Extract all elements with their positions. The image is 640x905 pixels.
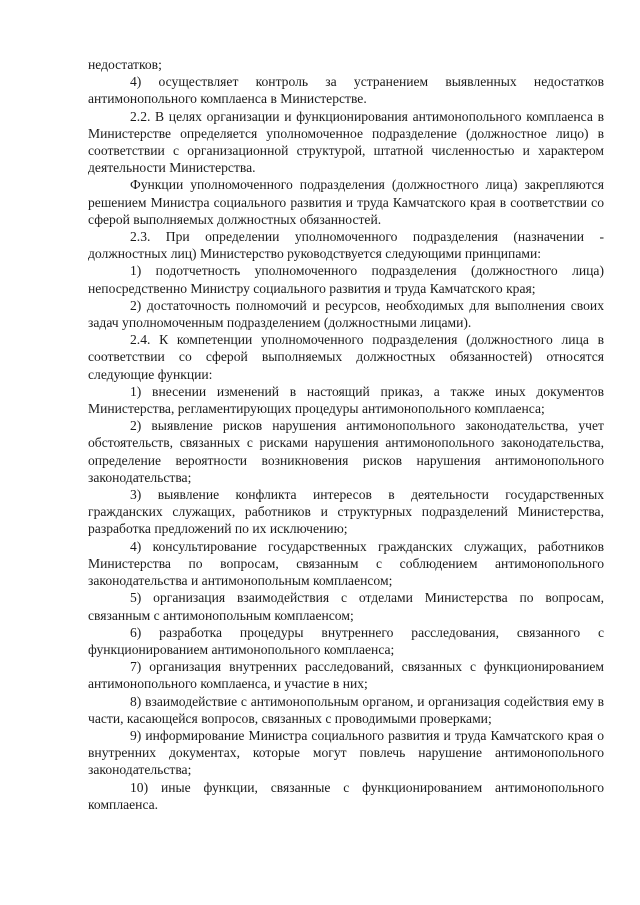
paragraph-2-2: 2.2. В целях организации и функционирования антимонопольного комплаенса в Министерстве определяется уполномоченное подразделение (должностное лицо) в соответствии с организационной структурой, штатной численностью и характером деятельности Министерства. <box>88 108 604 176</box>
function-item-7: 7) организация внутренних расследований, связанных с функционированием антимонопольного комплаенса, и участие в них; <box>88 659 604 692</box>
function-item-5: 5) организация взаимодействия с отделами Министерства по вопросам, связанным с антимонопольным комплаенсом; <box>88 590 604 623</box>
paragraph-2-3: 2.3. При определении уполномоченного подразделения (назначении - должностных лиц) Министерство руководствуется следующими принципами: <box>88 229 604 262</box>
function-item-4: 4) консультирование государственных гражданских служащих, работников Министерства по вопросам, связанным с соблюдением антимонопольного законодательства и антимонопольным комплаенсом; <box>88 538 604 589</box>
paragraph-item-4-control: 4) осуществляет контроль за устранением выявленных недостатков антимонопольного комплаенса в Министерстве. <box>88 74 604 107</box>
function-item-6: 6) разработка процедуры внутреннего расследования, связанного с функционированием антимонопольного комплаенса; <box>88 624 604 657</box>
function-item-8: 8) взаимодействие с антимонопольным органом, и организация содействия ему в части, касающейся вопросов, связанных с проводимыми проверками; <box>88 693 604 726</box>
principle-item-1: 1) подотчетность уполномоченного подразделения (должностного лица) непосредственно Министру социального развития и труда Камчатского края; <box>88 263 604 296</box>
paragraph-continuation: недостатков; <box>88 57 162 72</box>
function-item-9: 9) информирование Министра социального развития и труда Камчатского края о внутренних документах, которые могут повлечь нарушение антимонопольного законодательства; <box>88 727 604 778</box>
function-item-10: 10) иные функции, связанные с функционированием антимонопольного комплаенса. <box>88 779 604 812</box>
paragraph-2-4: 2.4. К компетенции уполномоченного подразделения (должностного лица в соответствии со сферой выполняемых должностных обязанностей) относятся следующие функции: <box>88 332 604 382</box>
principle-item-2: 2) достаточность полномочий и ресурсов, необходимых для выполнения своих задач уполномоченным подразделением (должностными лицами). <box>88 297 604 331</box>
paragraph-functions: Функции уполномоченного подразделения (должностного лица) закрепляются решением Министра социального развития и труда Камчатского края в соответствии со сферой выполняемых должностных обязанностей. <box>88 177 604 227</box>
function-item-2: 2) выявление рисков нарушения антимонопольного законодательства, учет обстоятельств, связанных с рисками нарушения антимонопольного законодательства, определение вероятности возникновения рисков нарушения антимонопольного законодательства; <box>88 418 604 485</box>
function-item-3: 3) выявление конфликта интересов в деятельности государственных гражданских служащих, работников и структурных подразделений Министерства, разработка предложений по их исключению; <box>88 487 604 537</box>
document-body <box>88 56 604 813</box>
function-item-1: 1) внесении изменений в настоящий приказ, а также иных документов Министерства, регламентирующих процедуры антимонопольного комплаенса; <box>88 383 604 417</box>
